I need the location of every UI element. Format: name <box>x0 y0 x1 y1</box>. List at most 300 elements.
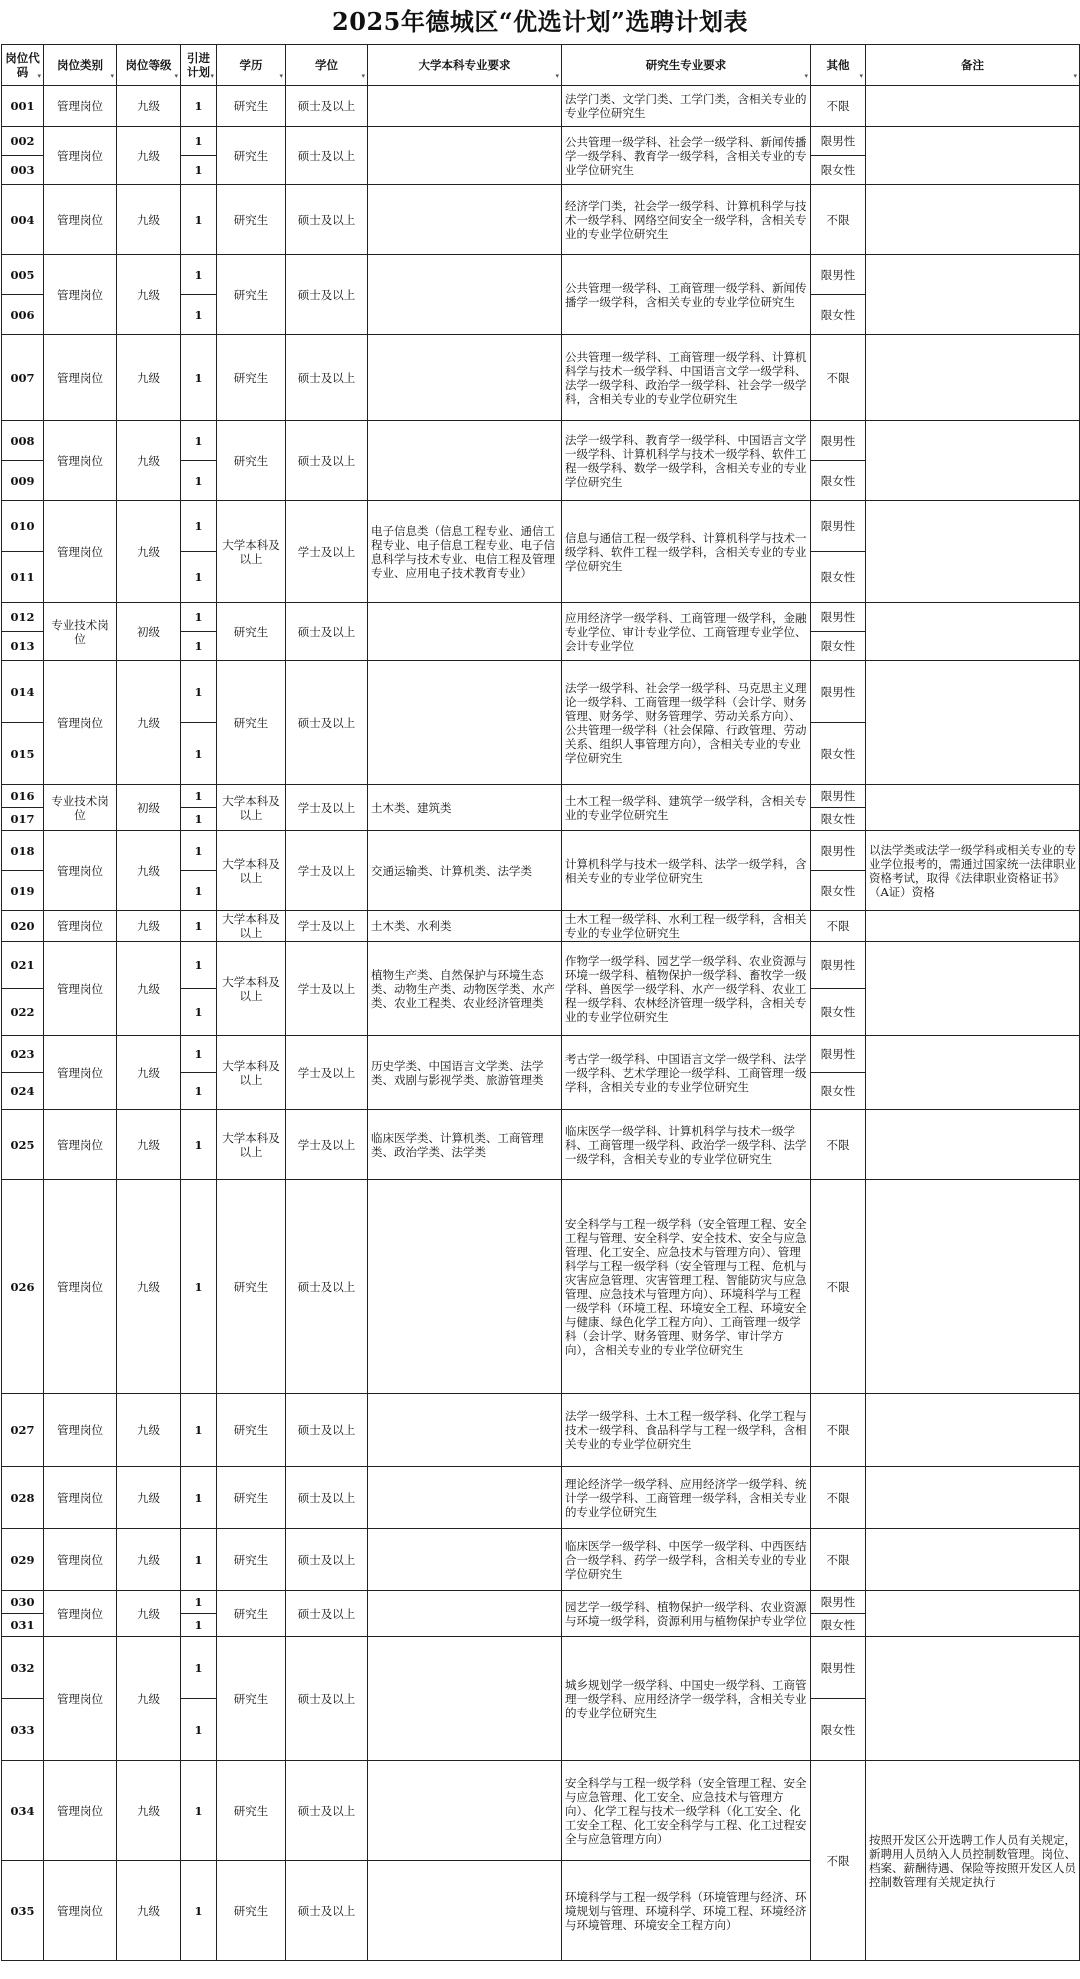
cell-grad-major: 信息与通信工程一级学科、计算机科学与技术一级学科、软件工程一级学科，含相关专业的专业学位研究生 <box>562 501 811 603</box>
header-code[interactable]: 岗位代码 ▾ <box>2 45 44 86</box>
cell-degree: 硕士及以上 <box>286 185 368 255</box>
cell-undergrad-major <box>368 421 562 501</box>
cell-category: 管理岗位 <box>44 1467 117 1529</box>
cell-degree: 硕士及以上 <box>286 603 368 661</box>
cell-plan: 1 <box>181 603 217 632</box>
filter-dropdown-icon[interactable]: ▾ <box>279 71 283 80</box>
table-row <box>2 911 1080 942</box>
cell-code: 030 <box>2 1591 44 1614</box>
cell-code: 029 <box>2 1529 44 1591</box>
header-other[interactable]: 其他 ▾ <box>811 45 866 86</box>
filter-dropdown-icon[interactable]: ▾ <box>859 71 863 80</box>
cell-grad-major: 法学一级学科、社会学一级学科、马克思主义理论一级学科、工商管理一级学科（会计学、财务管理、财务学、财务管理学、劳动关系方向）、公共管理一级学科（社会保障、行政管理、劳动关系、组织人事管理方向），含相关专业的专业学位研究生 <box>562 661 811 785</box>
cell-undergrad-major: 交通运输类、计算机类、法学类 <box>368 831 562 911</box>
cell-education: 大学本科及以上 <box>217 785 286 831</box>
cell-degree: 硕士及以上 <box>286 335 368 421</box>
cell-education: 研究生 <box>217 1180 286 1394</box>
cell-plan: 1 <box>181 785 217 808</box>
cell-degree: 学士及以上 <box>286 1110 368 1180</box>
cell-education: 研究生 <box>217 421 286 501</box>
cell-grad-major: 理论经济学一级学科、应用经济学一级学科、统计学一级学科、工商管理一级学科，含相关专业的专业学位研究生 <box>562 1467 811 1529</box>
table-row <box>2 1591 1080 1614</box>
cell-category: 管理岗位 <box>44 1394 117 1467</box>
cell-plan: 1 <box>181 871 217 911</box>
cell-other: 不限 <box>811 1110 866 1180</box>
cell-code: 007 <box>2 335 44 421</box>
cell-code: 003 <box>2 156 44 185</box>
cell-other: 不限 <box>811 1180 866 1394</box>
cell-education: 大学本科及以上 <box>217 831 286 911</box>
cell-education: 研究生 <box>217 603 286 661</box>
cell-remarks <box>866 1110 1080 1180</box>
header-grad-major[interactable]: 研究生专业要求 ▾ <box>562 45 811 86</box>
cell-undergrad-major <box>368 255 562 335</box>
cell-grad-major: 法学一级学科、土木工程一级学科、化学工程与技术一级学科、食品科学与工程一级学科，含相关专业的专业学位研究生 <box>562 1394 811 1467</box>
cell-remarks <box>866 501 1080 603</box>
cell-plan: 1 <box>181 461 217 501</box>
table-row <box>2 942 1080 989</box>
cell-category: 专业技术岗位 <box>44 603 117 661</box>
cell-code: 035 <box>2 1861 44 1961</box>
cell-degree: 学士及以上 <box>286 911 368 942</box>
cell-plan: 1 <box>181 295 217 335</box>
table-row <box>2 501 1080 552</box>
cell-degree: 硕士及以上 <box>286 1529 368 1591</box>
cell-other: 不限 <box>811 185 866 255</box>
cell-other: 限男性 <box>811 1637 866 1699</box>
cell-category: 管理岗位 <box>44 127 117 185</box>
cell-education: 研究生 <box>217 1394 286 1467</box>
cell-plan: 1 <box>181 1110 217 1180</box>
cell-code: 027 <box>2 1394 44 1467</box>
cell-degree: 学士及以上 <box>286 831 368 911</box>
cell-grad-major: 安全科学与工程一级学科（安全管理工程、安全工程与管理、安全科学、安全技术、安全与应急管理、化工安全、应急技术与管理方向）、管理科学与工程一级学科（安全管理与工程、危机与灾害应急管理、灾害管理工程、智能防灾与应急管理、应急技术与管理方向）、环境科学与工程一级学科（环境工程、环境安全工程、环境安全与健康、绿色化学工程方向）、工商管理一级学科（会计学、财务管理、财务学、审计学方向），含相关专业的专业学位研究生 <box>562 1180 811 1394</box>
cell-level: 九级 <box>117 911 181 942</box>
cell-remarks <box>866 185 1080 255</box>
recruitment-table <box>1 44 1080 1961</box>
cell-remarks <box>866 1637 1080 1761</box>
cell-grad-major: 临床医学一级学科、中医学一级学科、中西医结合一级学科、药学一级学科，含相关专业的专业学位研究生 <box>562 1529 811 1591</box>
cell-level: 九级 <box>117 1637 181 1761</box>
cell-code: 012 <box>2 603 44 632</box>
cell-level: 九级 <box>117 421 181 501</box>
cell-remarks <box>866 335 1080 421</box>
cell-education: 研究生 <box>217 335 286 421</box>
table-row <box>2 1394 1080 1467</box>
cell-code: 005 <box>2 255 44 295</box>
cell-plan: 1 <box>181 421 217 461</box>
cell-plan: 1 <box>181 501 217 552</box>
cell-undergrad-major <box>368 1861 562 1961</box>
cell-grad-major: 园艺学一级学科、植物保护一级学科、农业资源与环境一级学科，资源利用与植物保护专业学位 <box>562 1591 811 1637</box>
cell-remarks <box>866 1394 1080 1467</box>
cell-education: 大学本科及以上 <box>217 501 286 603</box>
cell-category: 管理岗位 <box>44 1761 117 1861</box>
table-row <box>2 127 1080 156</box>
filter-dropdown-icon[interactable]: ▾ <box>555 71 559 80</box>
cell-plan: 1 <box>181 632 217 661</box>
cell-grad-major: 城乡规划学一级学科、中国史一级学科、工商管理一级学科、应用经济学一级学科，含相关专业的专业学位研究生 <box>562 1637 811 1761</box>
cell-undergrad-major <box>368 86 562 127</box>
table-row <box>2 785 1080 808</box>
cell-category: 管理岗位 <box>44 1637 117 1761</box>
cell-code: 001 <box>2 86 44 127</box>
table-row <box>2 335 1080 421</box>
cell-plan: 1 <box>181 942 217 989</box>
cell-degree: 硕士及以上 <box>286 1180 368 1394</box>
cell-grad-major: 考古学一级学科、中国语言文学一级学科、法学一级学科、艺术学理论一级学科、工商管理一级学科，含相关专业的专业学位研究生 <box>562 1036 811 1110</box>
cell-level: 九级 <box>117 335 181 421</box>
cell-degree: 硕士及以上 <box>286 1761 368 1861</box>
cell-other: 限女性 <box>811 871 866 911</box>
cell-degree: 硕士及以上 <box>286 1637 368 1761</box>
cell-undergrad-major <box>368 185 562 255</box>
cell-plan: 1 <box>181 723 217 785</box>
cell-degree: 学士及以上 <box>286 942 368 1036</box>
cell-code: 014 <box>2 661 44 723</box>
header-undergrad-major[interactable]: 大学本科专业要求 ▾ <box>368 45 562 86</box>
cell-code: 017 <box>2 808 44 831</box>
cell-code: 026 <box>2 1180 44 1394</box>
cell-remarks: 以法学类或法学一级学科或相关专业的专业学位报考的，需通过国家统一法律职业资格考试，取得《法律职业资格证书》（A证）资格 <box>866 831 1080 911</box>
cell-degree: 硕士及以上 <box>286 1394 368 1467</box>
cell-code: 031 <box>2 1614 44 1637</box>
filter-dropdown-icon[interactable]: ▾ <box>110 71 114 80</box>
cell-other: 限女性 <box>811 632 866 661</box>
cell-level: 九级 <box>117 831 181 911</box>
cell-plan: 1 <box>181 1699 217 1761</box>
cell-education: 研究生 <box>217 1861 286 1961</box>
cell-code: 028 <box>2 1467 44 1529</box>
cell-plan: 1 <box>181 1467 217 1529</box>
cell-code: 010 <box>2 501 44 552</box>
cell-plan: 1 <box>181 255 217 295</box>
cell-other: 限男性 <box>811 785 866 808</box>
cell-other: 限女性 <box>811 552 866 603</box>
cell-other: 不限 <box>811 1529 866 1591</box>
filter-dropdown-icon[interactable]: ▾ <box>37 71 41 80</box>
cell-plan: 1 <box>181 1036 217 1073</box>
cell-other: 限男性 <box>811 1591 866 1614</box>
cell-grad-major: 计算机科学与技术一级学科、法学一级学科，含相关专业的专业学位研究生 <box>562 831 811 911</box>
cell-category: 管理岗位 <box>44 86 117 127</box>
cell-remarks <box>866 421 1080 501</box>
cell-education: 研究生 <box>217 1637 286 1761</box>
cell-undergrad-major: 临床医学类、计算机类、工商管理类、政治学类、法学类 <box>368 1110 562 1180</box>
table-row <box>2 421 1080 461</box>
cell-undergrad-major: 历史学类、中国语言文学类、法学类、戏剧与影视学类、旅游管理类 <box>368 1036 562 1110</box>
page-title: 2025年德城区“优选计划”选聘计划表 <box>332 7 748 36</box>
cell-education: 大学本科及以上 <box>217 1036 286 1110</box>
cell-level: 九级 <box>117 942 181 1036</box>
cell-undergrad-major <box>368 603 562 661</box>
cell-other: 限女性 <box>811 808 866 831</box>
cell-grad-major: 应用经济学一级学科、工商管理一级学科，金融专业学位、审计专业学位、工商管理专业学位、会计专业学位 <box>562 603 811 661</box>
cell-education: 研究生 <box>217 127 286 185</box>
cell-remarks <box>866 127 1080 185</box>
cell-remarks: 按照开发区公开选聘工作人员有关规定，新聘用人员纳入人员控制数管理。岗位、档案、薪酬待遇、保险等按照开发区人员控制数管理有关规定执行 <box>866 1761 1080 1961</box>
cell-category: 管理岗位 <box>44 255 117 335</box>
table-row <box>2 255 1080 295</box>
cell-other: 限男性 <box>811 255 866 295</box>
cell-code: 011 <box>2 552 44 603</box>
cell-education: 大学本科及以上 <box>217 942 286 1036</box>
cell-undergrad-major <box>368 1761 562 1861</box>
cell-plan: 1 <box>181 661 217 723</box>
cell-other: 限女性 <box>811 989 866 1036</box>
cell-undergrad-major <box>368 661 562 785</box>
cell-undergrad-major <box>368 127 562 185</box>
cell-code: 004 <box>2 185 44 255</box>
cell-code: 025 <box>2 1110 44 1180</box>
cell-code: 020 <box>2 911 44 942</box>
cell-plan: 1 <box>181 1394 217 1467</box>
cell-undergrad-major <box>368 1180 562 1394</box>
cell-degree: 硕士及以上 <box>286 661 368 785</box>
cell-remarks <box>866 1036 1080 1110</box>
header-degree[interactable]: 学位 ▾ <box>286 45 368 86</box>
cell-education: 大学本科及以上 <box>217 911 286 942</box>
cell-other: 限女性 <box>811 1614 866 1637</box>
cell-remarks <box>866 911 1080 942</box>
cell-grad-major: 临床医学一级学科、计算机科学与技术一级学科、工商管理一级学科、政治学一级学科、法学一级学科，含相关专业的专业学位研究生 <box>562 1110 811 1180</box>
cell-degree: 学士及以上 <box>286 785 368 831</box>
cell-category: 管理岗位 <box>44 185 117 255</box>
cell-category: 管理岗位 <box>44 661 117 785</box>
cell-plan: 1 <box>181 127 217 156</box>
cell-plan: 1 <box>181 185 217 255</box>
cell-code: 008 <box>2 421 44 461</box>
table-row <box>2 1180 1080 1394</box>
cell-undergrad-major <box>368 1394 562 1467</box>
cell-grad-major: 法学一级学科、教育学一级学科、中国语言文学一级学科、计算机科学与技术一级学科、软件工程一级学科、数学一级学科，含相关专业的专业学位研究生 <box>562 421 811 501</box>
cell-plan: 1 <box>181 1180 217 1394</box>
cell-degree: 硕士及以上 <box>286 127 368 185</box>
cell-undergrad-major <box>368 335 562 421</box>
cell-category: 管理岗位 <box>44 501 117 603</box>
cell-other: 限男性 <box>811 1036 866 1073</box>
cell-other: 限男性 <box>811 661 866 723</box>
cell-other: 限女性 <box>811 156 866 185</box>
cell-level: 九级 <box>117 501 181 603</box>
cell-degree: 硕士及以上 <box>286 1591 368 1637</box>
cell-code: 022 <box>2 989 44 1036</box>
cell-other: 限男性 <box>811 421 866 461</box>
cell-category: 管理岗位 <box>44 421 117 501</box>
cell-level: 九级 <box>117 185 181 255</box>
cell-plan: 1 <box>181 808 217 831</box>
cell-undergrad-major <box>368 1637 562 1761</box>
cell-code: 034 <box>2 1761 44 1861</box>
filter-dropdown-icon[interactable]: ▾ <box>361 71 365 80</box>
cell-code: 013 <box>2 632 44 661</box>
cell-level: 九级 <box>117 1180 181 1394</box>
header-category[interactable]: 岗位类别 ▾ <box>44 45 117 86</box>
cell-level: 九级 <box>117 1761 181 1861</box>
cell-other: 不限 <box>811 86 866 127</box>
cell-level: 九级 <box>117 1467 181 1529</box>
cell-plan: 1 <box>181 156 217 185</box>
cell-education: 研究生 <box>217 1467 286 1529</box>
table-row <box>2 1036 1080 1073</box>
cell-code: 002 <box>2 127 44 156</box>
cell-undergrad-major: 电子信息类（信息工程专业、通信工程专业、电子信息工程专业、电子信息科学与技术专业、电信工程及管理专业、应用电子技术教育专业） <box>368 501 562 603</box>
cell-remarks <box>866 86 1080 127</box>
cell-grad-major: 经济学门类，社会学一级学科、计算机科学与技术一级学科、网络空间安全一级学科，含相关专业的专业学位研究生 <box>562 185 811 255</box>
cell-degree: 硕士及以上 <box>286 1861 368 1961</box>
cell-undergrad-major: 植物生产类、自然保护与环境生态类、动物生产类、动物医学类、水产类、农业工程类、农业经济管理类 <box>368 942 562 1036</box>
cell-education: 研究生 <box>217 1529 286 1591</box>
header-education[interactable]: 学历 ▾ <box>217 45 286 86</box>
cell-plan: 1 <box>181 989 217 1036</box>
cell-code: 009 <box>2 461 44 501</box>
cell-category: 管理岗位 <box>44 1110 117 1180</box>
cell-education: 研究生 <box>217 1761 286 1861</box>
header-level[interactable]: 岗位等级 ▾ <box>117 45 181 86</box>
table-row <box>2 185 1080 255</box>
cell-plan: 1 <box>181 1614 217 1637</box>
cell-degree: 学士及以上 <box>286 1036 368 1110</box>
cell-code: 006 <box>2 295 44 335</box>
cell-category: 管理岗位 <box>44 335 117 421</box>
cell-plan: 1 <box>181 86 217 127</box>
filter-dropdown-icon[interactable]: ▾ <box>210 71 214 80</box>
cell-other: 不限 <box>811 1467 866 1529</box>
cell-degree: 硕士及以上 <box>286 421 368 501</box>
cell-level: 初级 <box>117 603 181 661</box>
cell-undergrad-major <box>368 1591 562 1637</box>
cell-code: 015 <box>2 723 44 785</box>
cell-code: 024 <box>2 1073 44 1110</box>
cell-other: 不限 <box>811 335 866 421</box>
cell-remarks <box>866 942 1080 1036</box>
cell-remarks <box>866 603 1080 661</box>
cell-other: 不限 <box>811 1761 866 1961</box>
cell-category: 管理岗位 <box>44 831 117 911</box>
cell-level: 九级 <box>117 86 181 127</box>
cell-level: 九级 <box>117 255 181 335</box>
cell-level: 九级 <box>117 661 181 785</box>
cell-other: 限女性 <box>811 723 866 785</box>
cell-other: 限男性 <box>811 127 866 156</box>
cell-category: 管理岗位 <box>44 911 117 942</box>
cell-category: 管理岗位 <box>44 1529 117 1591</box>
header-row <box>2 45 1080 86</box>
table-row <box>2 1761 1080 1861</box>
table-row <box>2 661 1080 723</box>
cell-grad-major: 土木工程一级学科、建筑学一级学科，含相关专业的专业学位研究生 <box>562 785 811 831</box>
cell-category: 管理岗位 <box>44 1180 117 1394</box>
cell-plan: 1 <box>181 552 217 603</box>
cell-category: 管理岗位 <box>44 942 117 1036</box>
cell-grad-major: 法学门类、文学门类、工学门类，含相关专业的专业学位研究生 <box>562 86 811 127</box>
cell-degree: 硕士及以上 <box>286 86 368 127</box>
cell-other: 限男性 <box>811 501 866 552</box>
cell-education: 研究生 <box>217 185 286 255</box>
cell-other: 限女性 <box>811 295 866 335</box>
cell-code: 023 <box>2 1036 44 1073</box>
cell-plan: 1 <box>181 335 217 421</box>
cell-grad-major: 公共管理一级学科、工商管理一级学科、计算机科学与技术一级学科、中国语言文学一级学科、法学一级学科、政治学一级学科、社会学一级学科，含相关专业的专业学位研究生 <box>562 335 811 421</box>
table-row <box>2 1467 1080 1529</box>
cell-code: 021 <box>2 942 44 989</box>
table-row <box>2 603 1080 632</box>
cell-plan: 1 <box>181 1637 217 1699</box>
cell-level: 九级 <box>117 1591 181 1637</box>
cell-category: 管理岗位 <box>44 1036 117 1110</box>
cell-grad-major: 公共管理一级学科、社会学一级学科、新闻传播学一级学科、教育学一级学科，含相关专业的专业学位研究生 <box>562 127 811 185</box>
filter-dropdown-icon[interactable]: ▾ <box>174 71 178 80</box>
filter-dropdown-icon[interactable]: ▾ <box>804 71 808 80</box>
cell-education: 研究生 <box>217 86 286 127</box>
cell-other: 限女性 <box>811 461 866 501</box>
cell-undergrad-major <box>368 1529 562 1591</box>
cell-other: 不限 <box>811 911 866 942</box>
filter-dropdown-icon[interactable]: ▾ <box>1073 71 1077 80</box>
cell-category: 管理岗位 <box>44 1861 117 1961</box>
header-remarks[interactable]: 备注 ▾ <box>866 45 1080 86</box>
cell-grad-major: 公共管理一级学科、工商管理一级学科、新闻传播学一级学科，含相关专业的专业学位研究生 <box>562 255 811 335</box>
header-plan[interactable]: 引进计划 ▾ <box>181 45 217 86</box>
cell-other: 限男性 <box>811 831 866 871</box>
cell-code: 016 <box>2 785 44 808</box>
cell-remarks <box>866 1467 1080 1529</box>
cell-education: 研究生 <box>217 255 286 335</box>
cell-code: 033 <box>2 1699 44 1761</box>
cell-code: 019 <box>2 871 44 911</box>
cell-level: 九级 <box>117 1529 181 1591</box>
cell-other: 限女性 <box>811 1699 866 1761</box>
cell-other: 限女性 <box>811 1073 866 1110</box>
table-row <box>2 1637 1080 1699</box>
cell-level: 九级 <box>117 127 181 185</box>
cell-other: 限男性 <box>811 603 866 632</box>
cell-category: 管理岗位 <box>44 1591 117 1637</box>
cell-level: 九级 <box>117 1861 181 1961</box>
table-row <box>2 1110 1080 1180</box>
cell-education: 研究生 <box>217 661 286 785</box>
cell-level: 九级 <box>117 1394 181 1467</box>
cell-undergrad-major: 土木类、建筑类 <box>368 785 562 831</box>
cell-plan: 1 <box>181 1861 217 1961</box>
cell-remarks <box>866 1180 1080 1394</box>
cell-plan: 1 <box>181 911 217 942</box>
cell-remarks <box>866 255 1080 335</box>
cell-education: 大学本科及以上 <box>217 1110 286 1180</box>
cell-remarks <box>866 1591 1080 1637</box>
cell-remarks <box>866 1529 1080 1591</box>
cell-plan: 1 <box>181 831 217 871</box>
cell-plan: 1 <box>181 1529 217 1591</box>
cell-remarks <box>866 785 1080 831</box>
cell-remarks <box>866 661 1080 785</box>
cell-grad-major: 作物学一级学科、园艺学一级学科、农业资源与环境一级学科、植物保护一级学科、畜牧学一级学科、兽医学一级学科、水产一级学科、农业工程一级学科、农林经济管理一级学科，含相关专业的专业学位研究生 <box>562 942 811 1036</box>
cell-degree: 硕士及以上 <box>286 255 368 335</box>
table-row <box>2 831 1080 871</box>
cell-plan: 1 <box>181 1073 217 1110</box>
cell-level: 九级 <box>117 1110 181 1180</box>
cell-plan: 1 <box>181 1591 217 1614</box>
cell-other: 不限 <box>811 1394 866 1467</box>
cell-plan: 1 <box>181 1761 217 1861</box>
cell-level: 初级 <box>117 785 181 831</box>
cell-code: 032 <box>2 1637 44 1699</box>
cell-education: 研究生 <box>217 1591 286 1637</box>
cell-undergrad-major: 土木类、水利类 <box>368 911 562 942</box>
cell-other: 限男性 <box>811 942 866 989</box>
cell-level: 九级 <box>117 1036 181 1110</box>
cell-category: 专业技术岗位 <box>44 785 117 831</box>
